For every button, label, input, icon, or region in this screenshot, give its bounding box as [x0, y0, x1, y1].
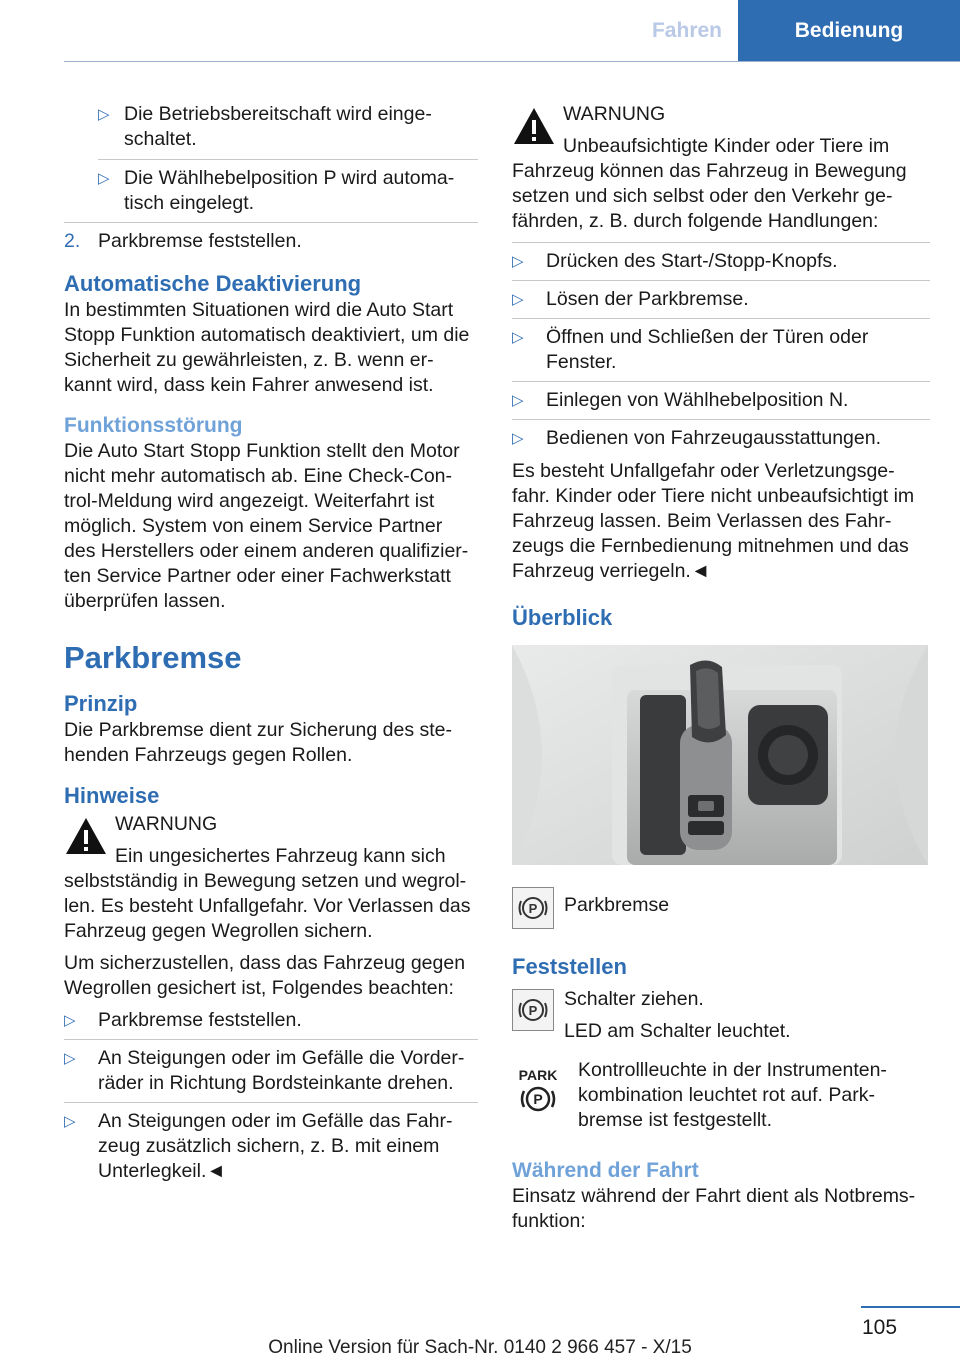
warning-triangle-icon — [512, 106, 556, 146]
step-text: Parkbremse feststellen. — [98, 230, 302, 252]
list-item-text: An Steigungen oder im Gefälle das Fahr-zeug zusätzlich sichern, z. B. mit einem Unterlegkeil.◄ — [98, 1110, 453, 1182]
list-item — [512, 287, 930, 312]
list-item — [64, 102, 478, 152]
icon-caption: Parkbremse — [564, 894, 670, 916]
triangle-bullet-icon: ▷ — [512, 291, 524, 308]
paragraph-waehrend: Einsatz während der Fahrt dient als Notbrems-funktion: — [512, 1185, 916, 1232]
chapter-tabs — [636, 0, 960, 62]
divider — [64, 1102, 478, 1103]
divider — [512, 318, 930, 319]
triangle-bullet-icon: ▷ — [512, 329, 524, 346]
page-number: 105 — [862, 1316, 898, 1339]
kontroll-text: Kontrollleuchte in der Instrumenten-kombination leuchtet rot auf. Park-bremse ist festgestellt. — [578, 1059, 887, 1131]
parking-brake-icon — [512, 989, 554, 1031]
park-indicator-icon — [512, 1064, 564, 1116]
divider — [64, 1039, 478, 1040]
list-item-text: Die Betriebsbereitschaft wird einge-schaltet. — [124, 103, 432, 150]
svg-text:P: P — [528, 901, 538, 916]
svg-text:P: P — [533, 1091, 543, 1107]
kontroll-block — [512, 1058, 930, 1133]
list-item-text: Bedienen von Fahrzeugausstattungen. — [546, 427, 881, 449]
warning-label: WARNUNG — [563, 103, 666, 125]
triangle-bullet-icon: ▷ — [512, 253, 524, 270]
svg-text:P: P — [528, 1003, 538, 1018]
list-item — [64, 1046, 478, 1096]
list-item — [64, 1008, 478, 1033]
heading-automatische-deaktivierung: Automatische Deaktivierung — [64, 271, 362, 296]
triangle-bullet-icon: ▷ — [98, 170, 110, 187]
console-photo — [512, 645, 928, 865]
triangle-bullet-icon: ▷ — [512, 392, 524, 409]
triangle-bullet-icon: ▷ — [64, 1113, 76, 1130]
heading-ueberblick: Überblick — [512, 605, 613, 630]
triangle-bullet-icon: ▷ — [512, 430, 524, 447]
step-led: LED am Schalter leuchtet. — [564, 1020, 791, 1042]
list-item-text: Parkbremse feststellen. — [98, 1009, 302, 1031]
list-item-text: Die Wählhebelposition P wird automa-tisch eingelegt. — [124, 167, 455, 214]
list-item — [512, 426, 930, 451]
list-item-text: An Steigungen oder im Gefälle die Vorder-räder in Richtung Bordsteinkante drehen. — [98, 1047, 465, 1094]
tab-fahren[interactable]: Fahren — [651, 19, 722, 42]
parking-brake-icon — [512, 887, 554, 929]
warning-label: WARNUNG — [115, 813, 218, 835]
paragraph-stoerung: Die Auto Start Stopp Funktion stellt den Motor nicht mehr automatisch ab. Eine Check-Con-trol-Meldung wird angezeigt. Weiterfahrt ist möglich. System von einem Service Partner des Herstellers oder einem anderen qualifizier-ten Service Partner oder einer Fachwerkstatt überprüfen lassen. — [64, 440, 469, 612]
list-item — [512, 249, 930, 274]
triangle-bullet-icon: ▷ — [98, 106, 110, 123]
step-number: 2. — [64, 230, 81, 252]
left-column — [64, 102, 478, 1184]
numbered-item — [64, 229, 478, 254]
heading-hinweise: Hinweise — [64, 783, 160, 808]
list-item — [512, 325, 930, 375]
list-item — [64, 166, 478, 216]
heading-feststellen: Feststellen — [512, 954, 627, 979]
step-pull-switch: Schalter ziehen. — [564, 988, 704, 1010]
paragraph-automatik: In bestimmten Situationen wird die Auto Start Stopp Funktion automatisch deaktiviert, um die Sicherheit zu gewährleisten, z. B. wenn er-kannt wird, dass kein Fahrer anwesend ist. — [64, 299, 470, 396]
heading-waehrend-der-fahrt: Während der Fahrt — [512, 1159, 699, 1182]
divider — [512, 280, 930, 281]
divider — [64, 222, 478, 223]
heading-prinzip: Prinzip — [64, 691, 138, 716]
header-rule — [64, 61, 960, 62]
tab-bedienung[interactable]: Bedienung — [738, 0, 960, 62]
paragraph-sicherstellen: Um sicherzustellen, dass das Fahrzeug gegen Wegrollen gesichert ist, Folgendes beachten: — [64, 952, 466, 999]
footer-rule — [861, 1306, 960, 1308]
list-item — [512, 388, 930, 413]
divider — [512, 419, 930, 420]
divider — [512, 381, 930, 382]
list-item-text: Drücken des Start-/Stopp-Knopfs. — [546, 250, 838, 272]
list-item — [64, 1109, 478, 1184]
feststellen-block — [512, 987, 930, 1044]
paragraph-gefahr: Es besteht Unfallgefahr oder Verletzungsge-fahr. Kinder oder Tiere nicht unbeaufsichtigt im Fahrzeug lassen. Beim Verlassen des Fahr-zeugs die Fernbedienung mitnehmen und das Fahrzeug verriegeln.◄ — [512, 460, 915, 582]
divider — [98, 159, 478, 160]
list-item-text: Einlegen von Wählhebelposition N. — [546, 389, 849, 411]
paragraph-prinzip: Die Parkbremse dient zur Sicherung des ste-henden Fahrzeugs gegen Rollen. — [64, 719, 453, 766]
warning-block — [512, 102, 930, 234]
warning-text: Unbeaufsichtigte Kinder oder Tiere im Fahrzeug können das Fahrzeug in Bewegung setzen und sich selbst oder den Verkehr ge-fährden, z. B. durch folgende Handlungen: — [512, 135, 907, 232]
svg-text:PARK: PARK — [518, 1067, 558, 1083]
warning-triangle-icon — [64, 816, 108, 856]
list-item-text: Öffnen und Schließen der Türen oder Fenster. — [546, 326, 869, 373]
heading-funktionsstoerung: Funktionsstörung — [64, 414, 243, 437]
icon-row-parkbremse — [512, 885, 930, 931]
divider — [512, 242, 930, 243]
list-item-text: Lösen der Parkbremse. — [546, 288, 749, 310]
triangle-bullet-icon: ▷ — [64, 1050, 76, 1067]
heading-parkbremse: Parkbremse — [64, 640, 242, 675]
right-column — [512, 102, 930, 1234]
warning-text: Ein ungesichertes Fahrzeug kann sich selbstständig in Bewegung setzen und wegrol-len. Es besteht Unfallgefahr. Vor Verlassen das Fahrzeug gegen Wegrollen sichern. — [64, 845, 471, 942]
warning-block — [64, 812, 478, 944]
footer-online-version: Online Version für Sach-Nr. 0140 2 966 457 - X/15 — [268, 1337, 692, 1358]
triangle-bullet-icon: ▷ — [64, 1012, 76, 1029]
